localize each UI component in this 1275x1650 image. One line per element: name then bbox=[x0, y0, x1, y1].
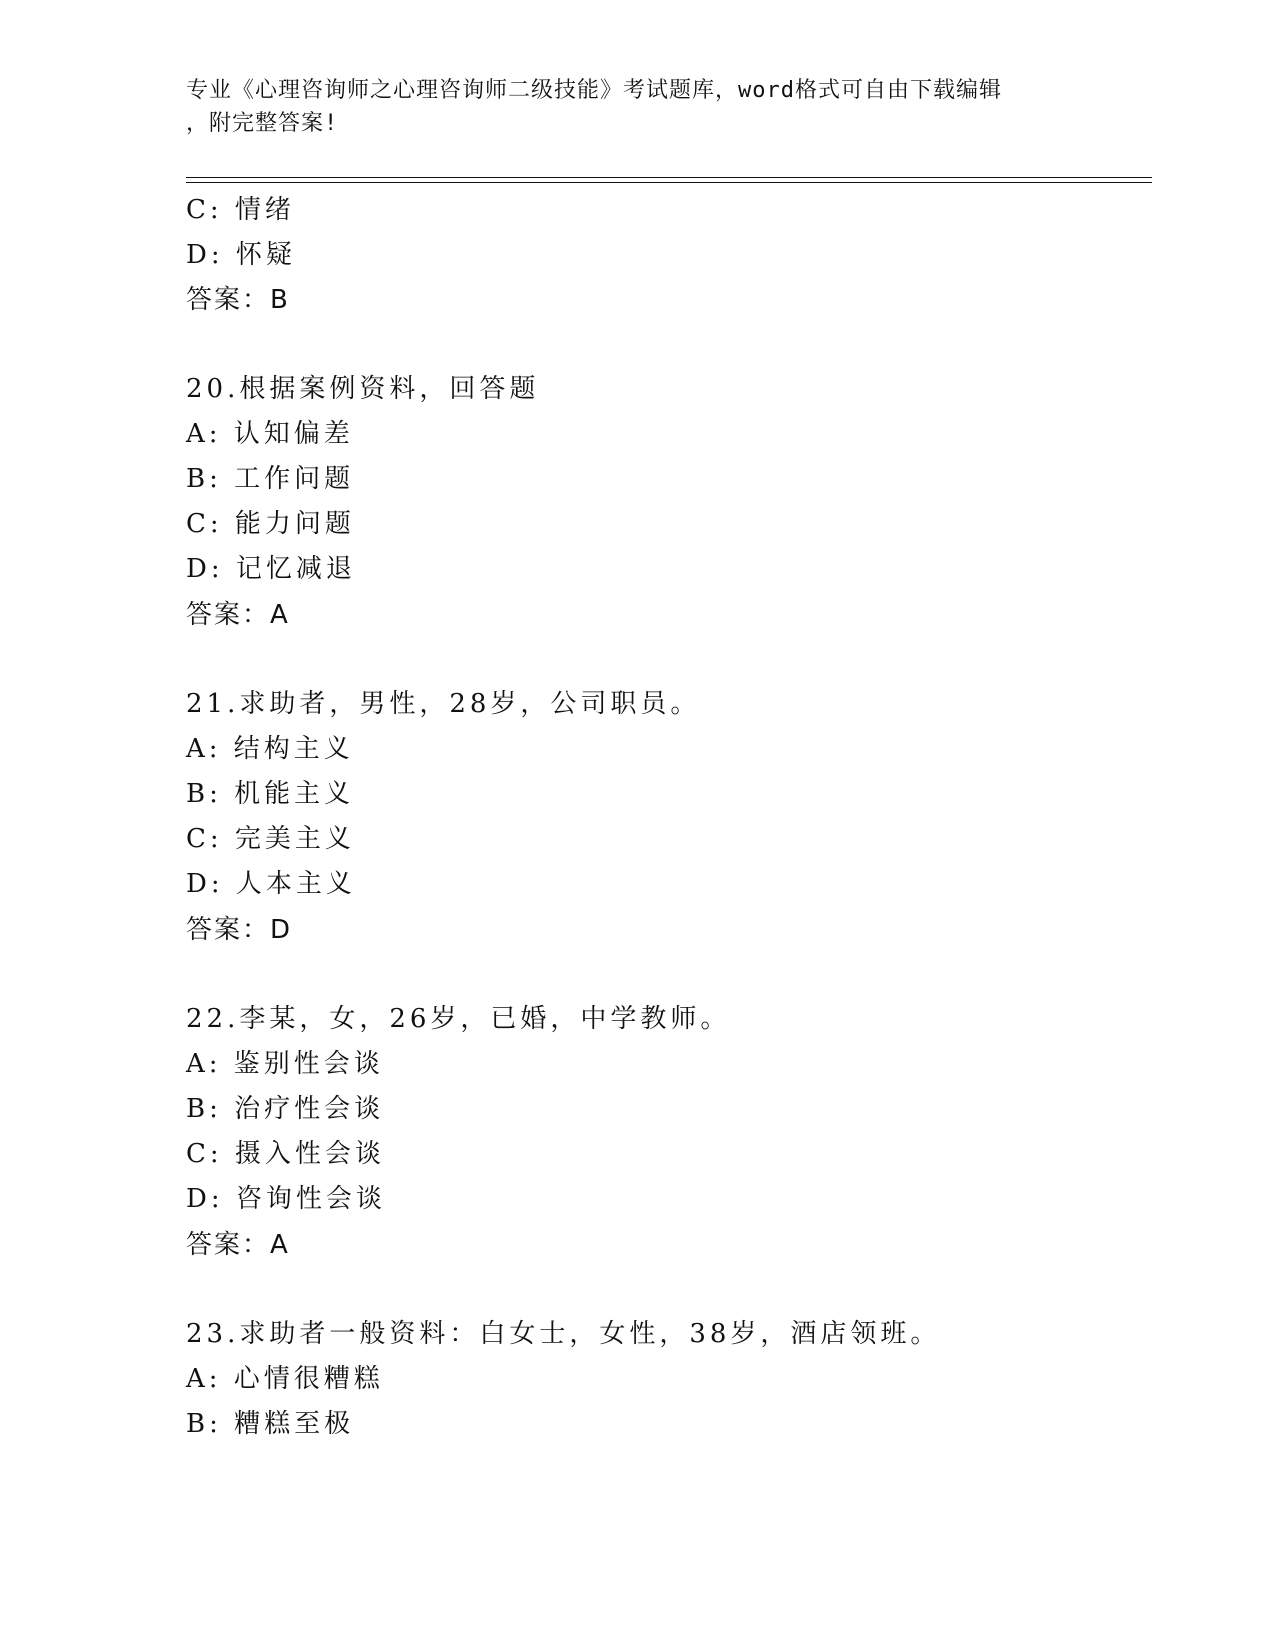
option-b: B: 工作问题 bbox=[186, 464, 355, 494]
header-divider-top bbox=[186, 177, 1152, 178]
option-d: D: 记忆减退 bbox=[186, 554, 356, 584]
header-line-1: 专业《心理咨询师之心理咨询师二级技能》考试题库，word格式可自由下载编辑 bbox=[186, 78, 1002, 103]
option-c: C: 情绪 bbox=[186, 195, 295, 225]
answer: 答案：A bbox=[186, 1230, 290, 1260]
question-22: 22.李某，女，26岁，已婚，中学教师。 bbox=[186, 1004, 731, 1034]
header-divider-bottom bbox=[186, 182, 1152, 183]
option-a: A: 结构主义 bbox=[186, 734, 354, 764]
option-d: D: 人本主义 bbox=[186, 869, 356, 899]
answer: 答案：D bbox=[186, 915, 293, 945]
question-20: 20.根据案例资料，回答题 bbox=[186, 374, 540, 404]
option-d: D: 怀疑 bbox=[186, 240, 296, 270]
header-line-2: ，附完整答案! bbox=[186, 111, 339, 136]
answer: 答案：A bbox=[186, 600, 290, 630]
document-header bbox=[186, 74, 1086, 140]
question-23: 23.求助者一般资料：白女士，女性，38岁，酒店领班。 bbox=[186, 1319, 941, 1349]
option-b: B: 机能主义 bbox=[186, 779, 355, 809]
option-b: B: 治疗性会谈 bbox=[186, 1094, 385, 1124]
option-c: C: 摄入性会谈 bbox=[186, 1139, 385, 1169]
option-c: C: 完美主义 bbox=[186, 824, 355, 854]
answer: 答案：B bbox=[186, 285, 290, 315]
option-a: A: 心情很糟糕 bbox=[186, 1364, 384, 1394]
option-b: B: 糟糕至极 bbox=[186, 1409, 355, 1439]
option-d: D: 咨询性会谈 bbox=[186, 1184, 386, 1214]
question-21: 21.求助者，男性，28岁，公司职员。 bbox=[186, 689, 701, 719]
option-a: A: 认知偏差 bbox=[186, 419, 354, 449]
option-c: C: 能力问题 bbox=[186, 509, 355, 539]
option-a: A: 鉴别性会谈 bbox=[186, 1049, 384, 1079]
